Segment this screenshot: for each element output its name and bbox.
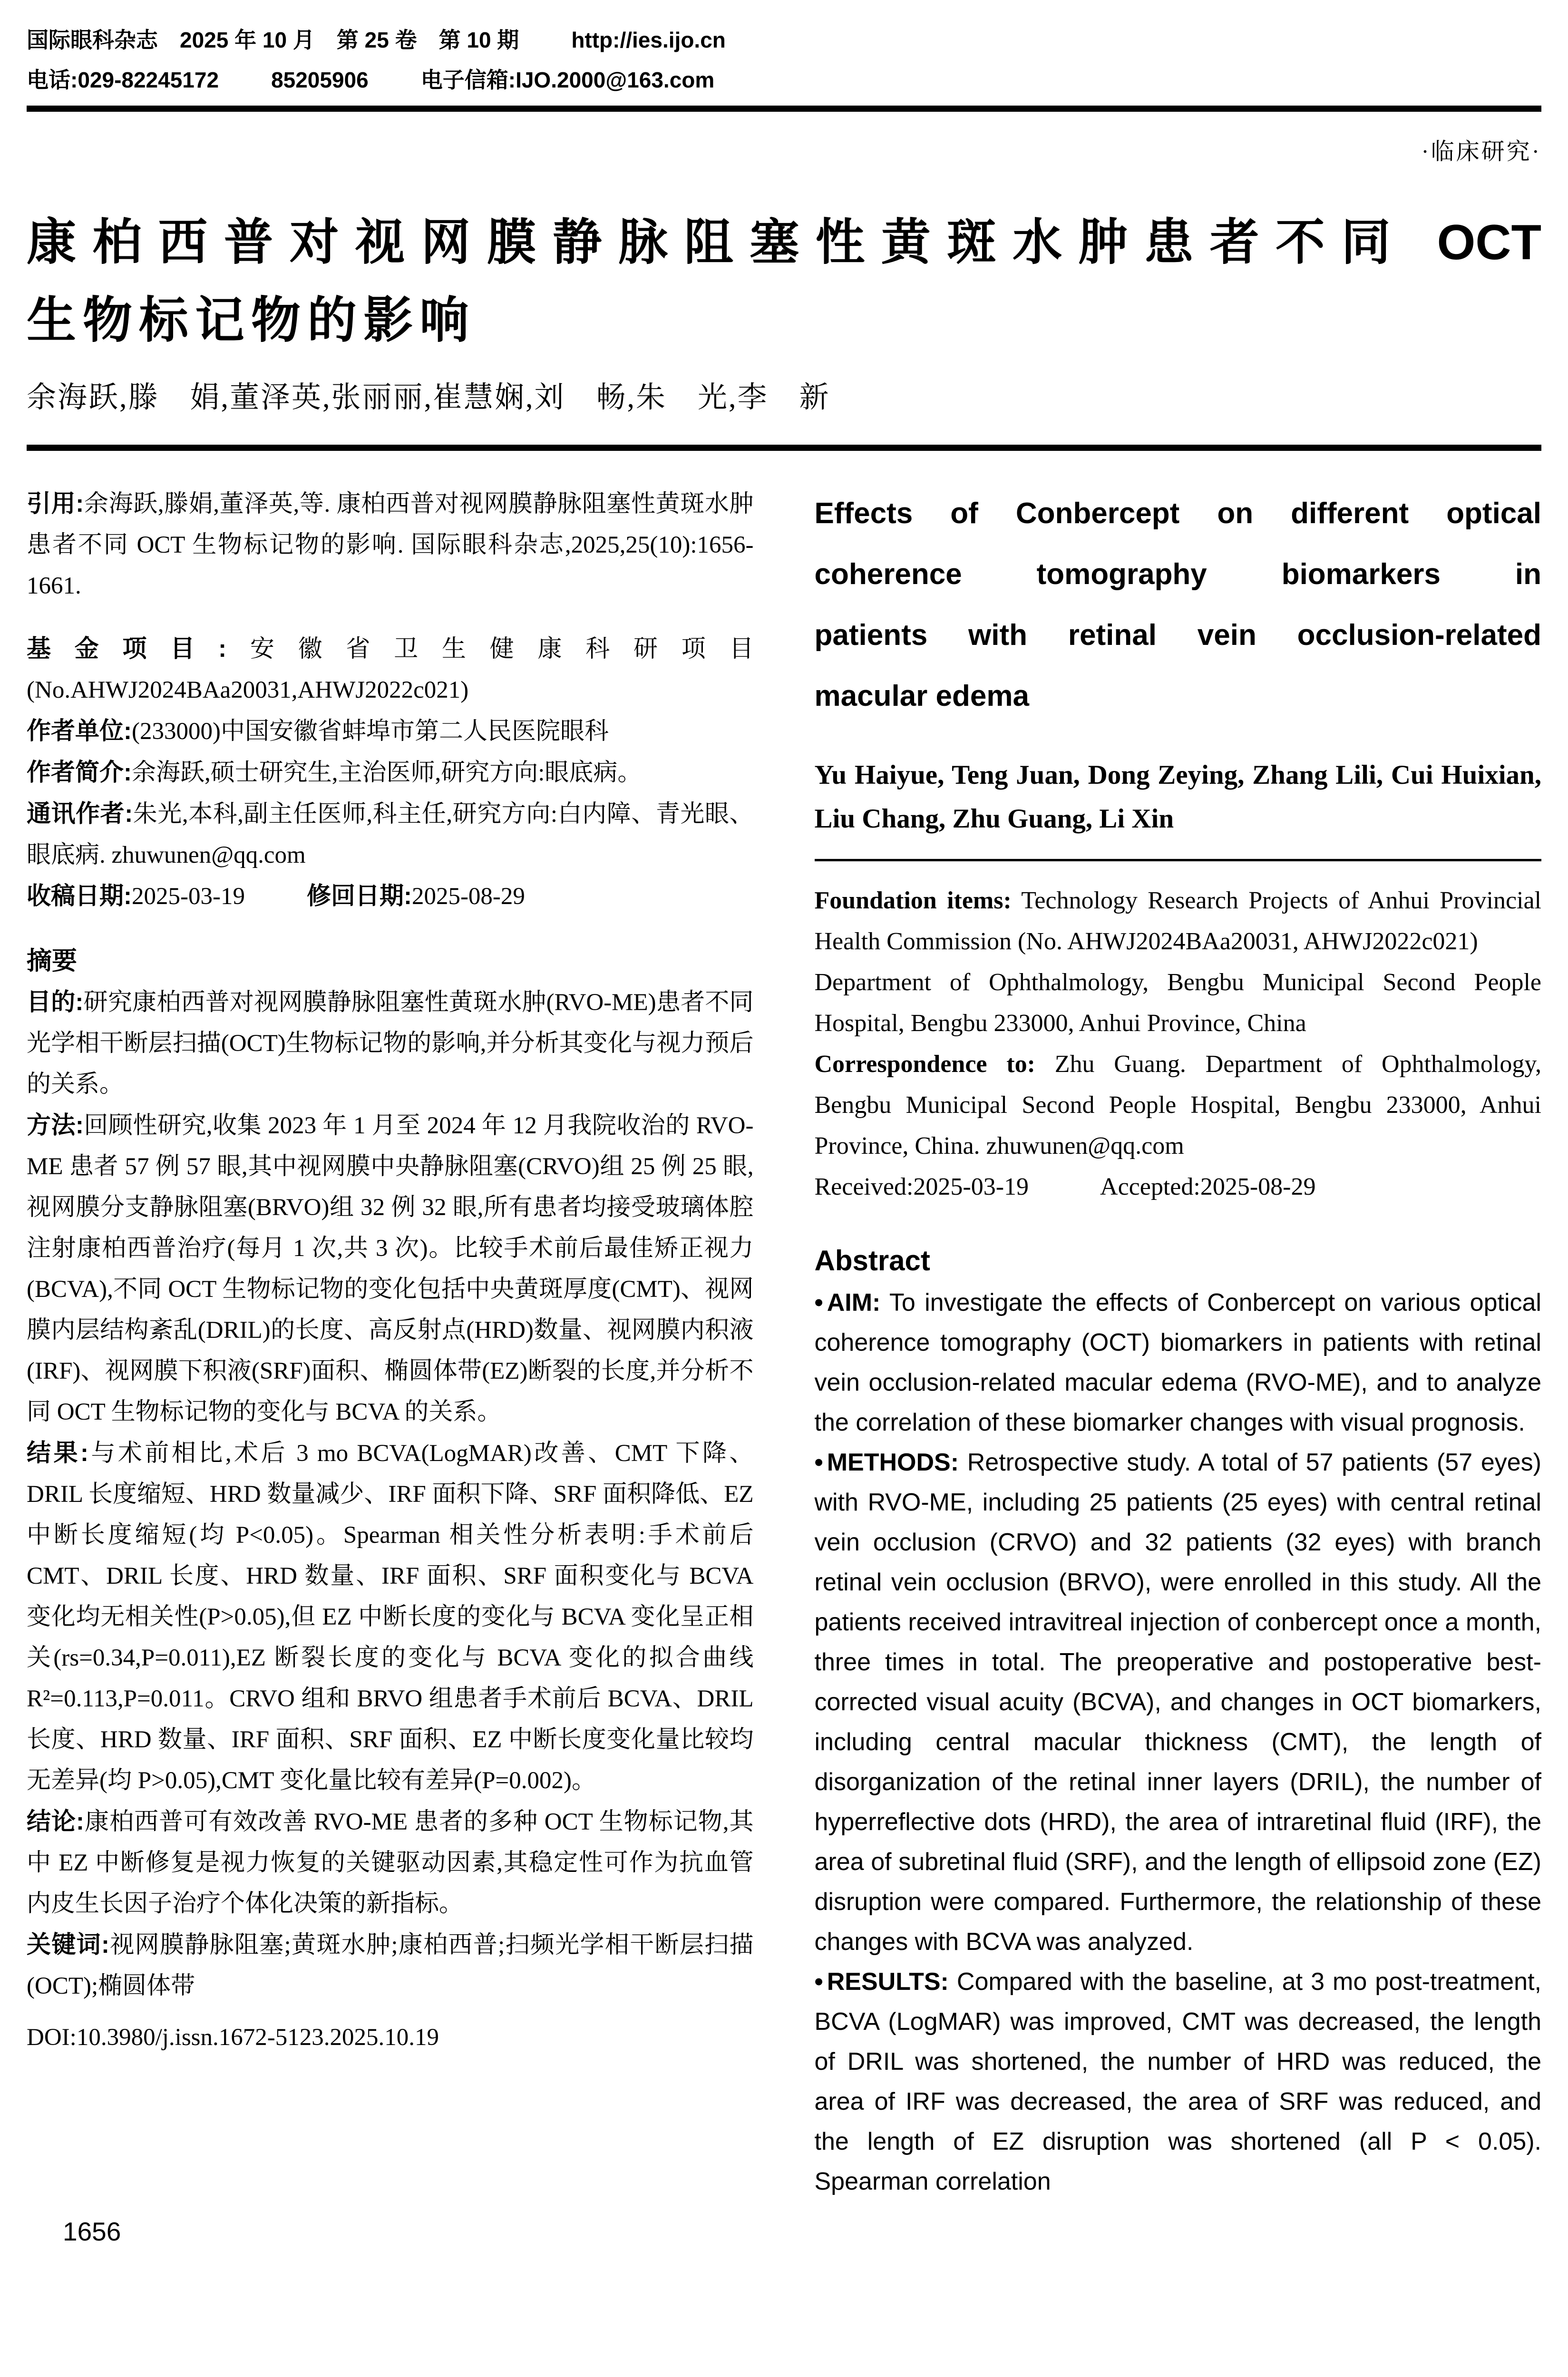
methods-text-cn: 回顾性研究,收集 2023 年 1 月至 2024 年 12 月我院收治的 RVO-ME 患者 57 例 57 眼,其中视网膜中央静脉阻塞(CRVO)组 25 例 25 眼,视网膜分支静脉阻塞(BRVO)组 32 例 32 眼,所有患者均接受玻璃体腔注射康柏西普治疗(每月 1 次,共 3 次)。比较手术前后最佳矫正视力(BCVA),不同 OCT 生物标记物的变化包括中央黄斑厚度(CMT)、视网膜内层结构紊乱(DRIL)的长度、高反射点(HRD)数量、视网膜内积液(IRF)、视网膜下积液(SRF)面积、椭圆体带(EZ)断裂的长度,并分析不同 OCT 生物标记物的变化与 BCVA 的关系。 bbox=[27, 1112, 754, 1425]
correspondence-text-en: Zhu Guang. Department of Ophthalmology, Bengbu Municipal Second People Hospital, Bengbu 233000, Anhui Province, China. zhuwunen@qq.com bbox=[814, 1051, 1541, 1159]
citation-label: 引用: bbox=[27, 490, 84, 517]
aim-label-cn: 目的: bbox=[27, 988, 84, 1015]
received-label-cn: 收稿日期: bbox=[27, 882, 132, 909]
column-chinese bbox=[27, 483, 754, 2202]
authors-cn: 余海跃,滕 娟,董泽英,张丽丽,崔慧娴,刘 畅,朱 光,李 新 bbox=[27, 381, 830, 414]
email-label: 电子信箱: bbox=[420, 68, 516, 92]
affiliation-text-cn: (233000)中国安徽省蚌埠市第二人民医院眼科 bbox=[131, 718, 609, 745]
fund-label: 基金项目: bbox=[27, 635, 227, 662]
section-tag: ·临床研究· bbox=[1421, 138, 1541, 165]
journal-header-line2 bbox=[27, 65, 873, 95]
aim-text-en: To investigate the effects of Conbercept on various optical coherence tomography (OCT) biomarkers in patients with retinal vein occlusion-related macular edema (RVO-ME), and to analyze the correlation of these biomarker changes with visual prognosis. bbox=[814, 1289, 1541, 1436]
correspondence-paragraph-cn bbox=[27, 793, 754, 876]
affiliation-paragraph-en bbox=[815, 962, 1542, 1044]
correspondence-paragraph-en bbox=[815, 1044, 1542, 1167]
article-title-en-line1: Effects of Conbercept on different optical bbox=[814, 497, 1541, 530]
page-number: 1656 bbox=[63, 2217, 121, 2246]
doi-line: DOI:10.3980/j.issn.1672-5123.2025.10.19 bbox=[27, 2024, 439, 2051]
meta-block-cn bbox=[27, 628, 754, 917]
results-text-cn: 与术前相比,术后 3 mo BCVA(LogMAR)改善、CMT 下降、DRIL 长度缩短、HRD 数量减少、IRF 面积下降、SRF 面积降低、EZ 中断长度缩短(均 P<0.05)。Spearman 相关性分析表明:手术前后 CMT、DRIL 长度、HRD 数量、IRF 面积、SRF 面积变化与 BCVA 变化均无相关性(P>0.05),但 EZ 中断长度的变化与 BCVA 变化呈正相关(rs=0.34,P=0.011),EZ 断裂长度的变化与 BCVA 变化的拟合曲线 R²=0.113,P=0.011。CRVO 组和 BRVO 组患者手术前后 BCVA、DRIL 长度、HRD 数量、IRF 面积、SRF 面积、EZ 中断长度变化量比较均无差异(均 P>0.05),CMT 变化量比较有差异(P=0.002)。 bbox=[27, 1440, 754, 1794]
citation-paragraph bbox=[27, 483, 754, 606]
article-title-en-line3: patients with retinal vein occlusion-related bbox=[814, 619, 1541, 652]
aim-text-cn: 研究康柏西普对视网膜静脉阻塞性黄斑水肿(RVO-ME)患者不同光学相干断层扫描(OCT)生物标记物的影响,并分析其变化与视力预后的关系。 bbox=[27, 989, 754, 1098]
abstract-heading-en: Abstract bbox=[814, 1245, 930, 1276]
correspondence-text-cn: 朱光,本科,副主任医师,科主任,研究方向:白内障、青光眼、眼底病. zhuwunen@qq.com bbox=[27, 801, 754, 868]
revised-date-cn: 2025-08-29 bbox=[411, 883, 525, 910]
received-label-en: Received: bbox=[814, 1173, 914, 1200]
fund-paragraph bbox=[27, 628, 754, 711]
journal-issue: 第 10 期 bbox=[438, 28, 519, 52]
journal-url: http://ies.ijo.cn bbox=[571, 28, 726, 52]
bullet-icon: • bbox=[814, 1968, 823, 1996]
aim-label-en: AIM: bbox=[827, 1289, 881, 1316]
journal-header bbox=[27, 25, 873, 95]
citation-text: 余海跃,滕娟,董泽英,等. 康柏西普对视网膜静脉阻塞性黄斑水肿患者不同 OCT 生物标记物的影响. 国际眼科杂志,2025,25(10):1656-1661. bbox=[27, 491, 754, 599]
author-bio-text: 余海跃,硕士研究生,主治医师,研究方向:眼底病。 bbox=[131, 760, 642, 786]
bullet-icon: • bbox=[814, 1289, 823, 1316]
affiliation-label-cn: 作者单位: bbox=[27, 717, 132, 744]
aim-paragraph-en bbox=[815, 1283, 1542, 1442]
results-label-cn: 结果: bbox=[27, 1439, 88, 1466]
phone-number-2: 85205906 bbox=[271, 68, 369, 92]
english-column-rule bbox=[815, 859, 1542, 861]
article-title-en-line4: macular edema bbox=[814, 680, 1029, 712]
authors-en: Yu Haiyue, Teng Juan, Dong Zeying, Zhang Lili, Cui Huixian, Liu Chang, Zhu Guang, Li Xin bbox=[814, 760, 1541, 834]
foundation-text: Technology Research Projects of Anhui Provincial Health Commission (No. AHWJ2024BAa20031, AHWJ2022c021) bbox=[814, 887, 1541, 955]
journal-name: 国际眼科杂志 bbox=[27, 28, 158, 52]
correspondence-label-en: Correspondence to: bbox=[814, 1051, 1035, 1078]
methods-label-cn: 方法: bbox=[27, 1111, 84, 1139]
dates-paragraph-en bbox=[815, 1167, 1542, 1208]
results-label-en: RESULTS: bbox=[827, 1968, 949, 1996]
received-date-en: 2025-03-19 bbox=[913, 1173, 1029, 1200]
received-date-cn: 2025-03-19 bbox=[131, 883, 245, 910]
article-title-en-line2: coherence tomography biomarkers in bbox=[814, 558, 1541, 591]
affiliation-paragraph-cn bbox=[27, 711, 754, 752]
foundation-paragraph bbox=[815, 880, 1542, 962]
keywords-label: 关键词: bbox=[27, 1931, 109, 1958]
bullet-icon: • bbox=[814, 1449, 823, 1476]
methods-paragraph-cn bbox=[27, 1105, 754, 1432]
revised-label-cn: 修回日期: bbox=[306, 882, 412, 909]
affiliation-text-en: Department of Ophthalmology, Bengbu Municipal Second People Hospital, Bengbu 233000, Anhui Province, China bbox=[814, 969, 1541, 1037]
article-title-cn bbox=[27, 208, 1541, 356]
keywords-paragraph bbox=[27, 1924, 754, 2007]
column-english bbox=[815, 483, 1542, 2202]
keywords-text: 视网膜静脉阻塞;黄斑水肿;康柏西普;扫频光学相干断层扫描(OCT);椭圆体带 bbox=[27, 1932, 754, 1999]
fund-text: 安徽省卫生健康科研项目(No.AHWJ2024BAa20031,AHWJ2022c021) bbox=[27, 636, 754, 703]
authors-rule bbox=[27, 445, 1541, 451]
conclusion-text-cn: 康柏西普可有效改善 RVO-ME 患者的多种 OCT 生物标记物,其中 EZ 中断修复是视力恢复的关键驱动因素,其稳定性可作为抗血管内皮生长因子治疗个体化决策的新指标。 bbox=[27, 1809, 754, 1917]
abstract-heading-cn: 摘要 bbox=[27, 947, 77, 975]
journal-volume: 第 25 卷 bbox=[336, 28, 417, 52]
aim-paragraph-cn bbox=[27, 982, 754, 1105]
correspondence-label-cn: 通讯作者: bbox=[27, 800, 133, 827]
phone-number: 029-82245172 bbox=[78, 68, 219, 92]
meta-block-en bbox=[815, 880, 1542, 1208]
accepted-label-en: Accepted: bbox=[1100, 1173, 1200, 1200]
foundation-label: Foundation items: bbox=[814, 887, 1012, 914]
article-title-cn-line2: 生物标记物的影响 bbox=[27, 293, 476, 348]
conclusion-label-cn: 结论: bbox=[27, 1808, 85, 1835]
phone-label: 电话: bbox=[27, 68, 78, 92]
article-title-en bbox=[815, 483, 1542, 727]
methods-paragraph-en bbox=[815, 1442, 1542, 1962]
article-body bbox=[27, 483, 1541, 2202]
results-text-en: Compared with the baseline, at 3 mo post-treatment, BCVA (LogMAR) was improved, CMT was decreased, the length of DRIL was shortened, the number of HRD was reduced, the area of IRF was decreased, the area of SRF was reduced, and the length of EZ disruption was shortened (all P < 0.05). Spearman correlation bbox=[814, 1968, 1541, 2195]
conclusion-paragraph-cn bbox=[27, 1801, 754, 1924]
journal-header-line1 bbox=[27, 25, 873, 55]
results-paragraph-en bbox=[815, 1962, 1542, 2202]
accepted-date-en: 2025-08-29 bbox=[1200, 1173, 1316, 1200]
author-bio-label: 作者简介: bbox=[27, 759, 132, 786]
methods-text-en: Retrospective study. A total of 57 patients (57 eyes) with RVO-ME, including 25 patients (25 eyes) with central retinal vein occlusion (CRVO) and 32 patients (32 eyes) with branch retinal vein occlusion (BRVO), were enrolled in this study. All the patients received intravitreal injection of conbercept once a month, three times in total. The preoperative and postoperative best-corrected visual acuity (BCVA), and changes in OCT biomarkers, including central macular thickness (CMT), the length of disorganization of the retinal inner layers (DRIL), the number of hyperreflective dots (HRD), the area of intraretinal fluid (IRF), the area of subretinal fluid (SRF), and the length of ellipsoid zone (EZ) disruption were compared. Furthermore, the relationship of these changes with BCVA was analyzed. bbox=[814, 1449, 1541, 1956]
journal-date: 2025 年 10 月 bbox=[180, 28, 315, 52]
email-value: IJO.2000@163.com bbox=[516, 68, 715, 92]
dates-paragraph-cn bbox=[27, 876, 754, 917]
results-paragraph-cn bbox=[27, 1432, 754, 1801]
header-rule bbox=[27, 106, 1541, 112]
article-title-cn-line1: 康柏西普对视网膜静脉阻塞性黄斑水肿患者不同 OCT bbox=[27, 215, 1541, 270]
methods-label-en: METHODS: bbox=[827, 1449, 959, 1476]
author-bio-paragraph bbox=[27, 752, 754, 793]
